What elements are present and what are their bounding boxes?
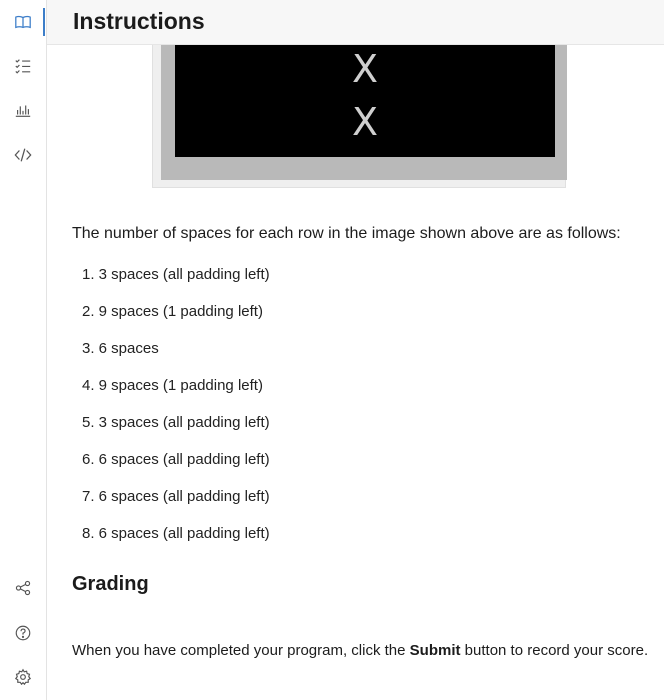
image-frame	[161, 45, 567, 180]
list-item: 6. 6 spaces (all padding left)	[82, 451, 270, 468]
page-title: Instructions	[73, 8, 205, 34]
list-item: 2. 9 spaces (1 padding left)	[82, 303, 263, 320]
spaces-list	[82, 260, 270, 556]
example-image	[152, 45, 566, 188]
list-item: 3. 6 spaces	[82, 340, 159, 357]
bar-chart-icon[interactable]	[9, 96, 37, 124]
intro-paragraph: The number of spaces for each row in the image shown above are as follows:	[72, 225, 621, 242]
left-toolbar	[0, 0, 47, 700]
grading-text-start: When you have completed your program, click the	[72, 642, 410, 659]
panel-header	[47, 0, 664, 45]
image-row-x: X	[351, 100, 379, 144]
help-icon[interactable]	[9, 619, 37, 647]
list-item: 4. 9 spaces (1 padding left)	[82, 377, 263, 394]
book-icon[interactable]	[9, 8, 37, 36]
settings-icon[interactable]	[9, 663, 37, 691]
list-item: 7. 6 spaces (all padding left)	[82, 488, 270, 505]
grading-paragraph	[72, 638, 656, 664]
checklist-icon[interactable]	[9, 52, 37, 80]
image-canvas	[175, 45, 555, 157]
grading-text-end: button to record your score.	[460, 642, 649, 659]
list-item: 1. 3 spaces (all padding left)	[82, 266, 270, 283]
active-indicator	[43, 8, 45, 36]
submit-keyword: Submit	[409, 642, 461, 659]
image-row-x: X	[351, 47, 379, 91]
grading-heading: Grading	[72, 573, 149, 595]
code-icon[interactable]	[9, 141, 37, 169]
list-item: 5. 3 spaces (all padding left)	[82, 414, 270, 431]
share-icon[interactable]	[9, 574, 37, 602]
list-item: 8. 6 spaces (all padding left)	[82, 525, 270, 542]
